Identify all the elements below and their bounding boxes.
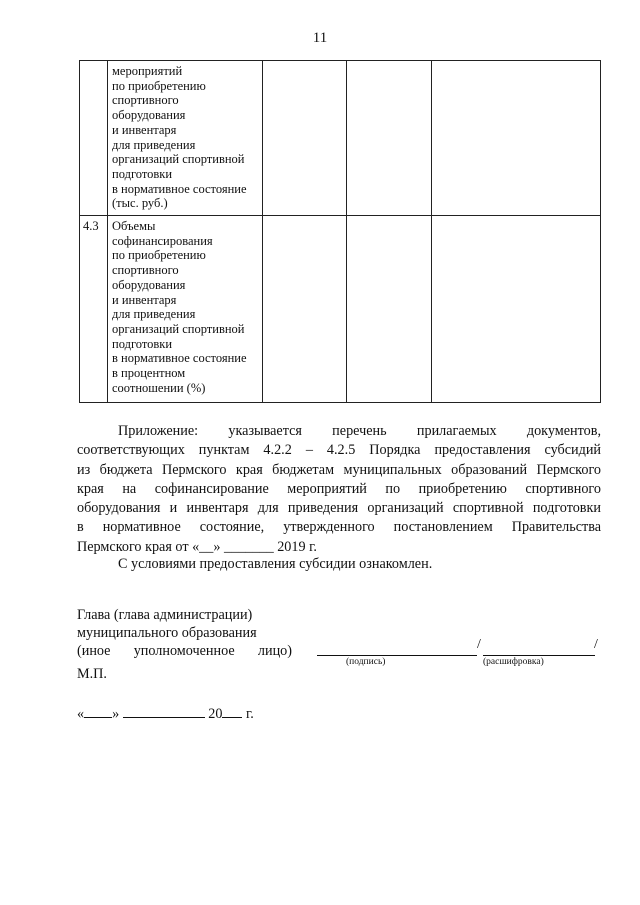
appendix-line: в нормативное состояние, утвержденного постановлением Правительства	[77, 519, 601, 536]
signature-line	[317, 655, 477, 656]
appendix-line: из бюджета Пермского края бюджетам муниципальных образований Пермского	[77, 461, 601, 478]
appendix-line: оборудования и инвентаря для приведения организаций спортивной подготовки	[77, 500, 601, 517]
row-number-cell	[80, 61, 108, 216]
table-row	[80, 61, 601, 216]
value-cell	[347, 216, 432, 403]
indicator-name-cell: мероприятий по приобретению спортивного оборудования и инвентаря для приведения организаций спортивной подготовки в нормативное состояние (тыс. руб.)	[108, 61, 263, 216]
indicators-table	[79, 60, 601, 403]
appendix-line: края на софинансирование мероприятий по приобретению спортивного	[77, 480, 601, 497]
appendix-line: соответствующих пунктам 4.2.2 – 4.2.5 Порядка предоставления субсидий	[77, 442, 601, 459]
page-number: 11	[312, 30, 328, 46]
signature-separator: /	[477, 637, 481, 652]
decoding-line	[483, 655, 595, 656]
appendix-paragraph	[77, 422, 601, 557]
decoding-caption: (расшифровка)	[483, 657, 544, 667]
acknowledgement-text: С условиями предоставления субсидии ознакомлен.	[118, 556, 433, 572]
appendix-line: Пермского края от «__» _______ 2019 г.	[77, 538, 317, 555]
value-cell	[263, 61, 347, 216]
value-cell	[347, 61, 432, 216]
signatory-line: (иное уполномоченное лицо)	[77, 643, 292, 659]
signatory-line: Глава (глава администрации)	[77, 607, 253, 623]
month-blank	[123, 705, 205, 718]
appendix-line: Приложение: указывается перечень прилагаемых документов,	[118, 423, 601, 439]
signature-separator: /	[594, 637, 598, 652]
year-blank	[222, 705, 242, 718]
value-cell	[432, 61, 601, 216]
seal-mark: М.П.	[77, 666, 107, 682]
signature-caption: (подпись)	[346, 657, 386, 667]
value-cell	[263, 216, 347, 403]
indicator-name-cell: Объемы софинансирования по приобретению спортивного оборудования и инвентаря для приведения организаций спортивной подготовки в нормативное состояние в процентном соотношении (%)	[108, 216, 263, 403]
signatory-line: муниципального образования	[77, 625, 257, 641]
value-cell	[432, 216, 601, 403]
row-number-cell: 4.3	[80, 216, 108, 403]
table-row	[80, 216, 601, 403]
date-line: « » 20 г.	[77, 706, 254, 722]
signatory-title	[77, 606, 292, 660]
day-blank	[84, 705, 112, 718]
